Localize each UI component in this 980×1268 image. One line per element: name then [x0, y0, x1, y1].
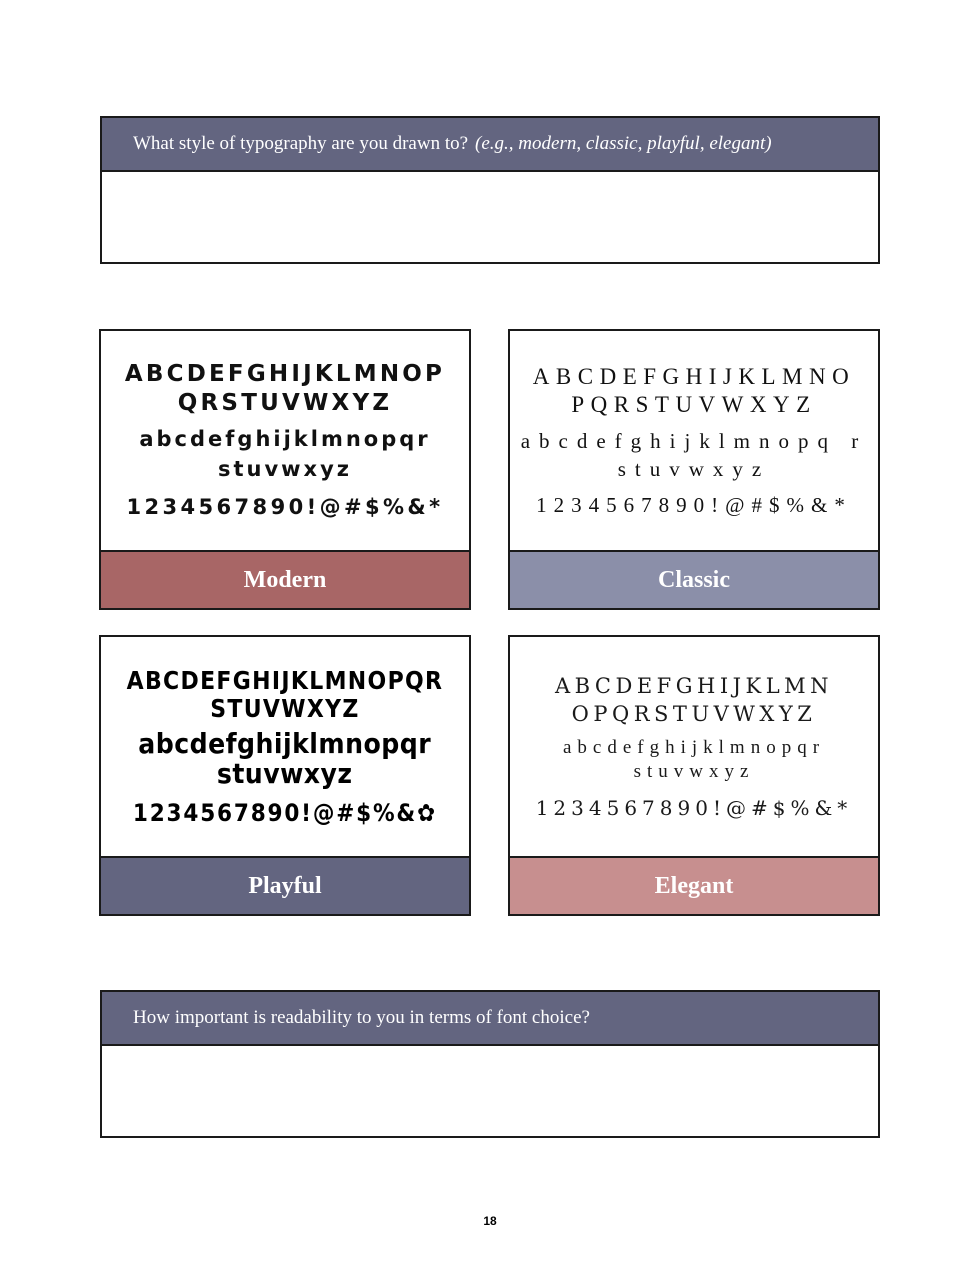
- page-number: 18: [483, 1214, 497, 1228]
- readability-question: [100, 990, 880, 1138]
- question-header: [102, 118, 878, 172]
- sample-line: abcdefghijklmnopq r stuvwxyz: [520, 428, 868, 481]
- uppercase-sample: [125, 360, 445, 418]
- style-label: Modern: [101, 552, 469, 608]
- numbers-sample: 1234567890!@#$%&*: [535, 795, 853, 820]
- font-sample: [101, 637, 469, 858]
- style-label: Classic: [510, 552, 878, 608]
- font-sample: [510, 331, 878, 552]
- font-card-modern: [99, 329, 471, 610]
- uppercase-sample: [127, 667, 444, 723]
- uppercase-sample: [533, 363, 855, 419]
- numbers-sample: 1234567890!@#$%&*: [126, 494, 444, 519]
- lowercase-sample: [138, 726, 432, 790]
- font-card-playful: [99, 635, 471, 916]
- numbers-sample: 1234567890!@#$%&✿: [132, 798, 438, 827]
- question-header: [102, 992, 878, 1046]
- font-sample: [510, 637, 878, 858]
- font-card-classic: [508, 329, 880, 610]
- lowercase-sample: [139, 424, 430, 484]
- font-card-elegant: [508, 635, 880, 916]
- style-label: Playful: [101, 858, 469, 914]
- sample-line: ABCDEFGHIJKLMNOP QRSTUVWXYZ: [124, 360, 446, 416]
- style-label: Elegant: [510, 858, 878, 914]
- lowercase-sample: [521, 427, 868, 483]
- question-hint: (e.g., modern, classic, playful, elegant): [475, 133, 772, 154]
- typography-style-question: [100, 116, 880, 264]
- sample-line: abcdefghijklmnopqr stuvwxyz: [562, 736, 826, 782]
- question-text: How important is readability to you in terms of font choice?: [133, 1007, 590, 1028]
- sample-line: ABCDEFGHIJKLMNO PQRSTUVWXYZ: [532, 363, 856, 417]
- font-sample: [101, 331, 469, 552]
- uppercase-sample: [555, 672, 833, 728]
- question-text: What style of typography are you drawn to?: [133, 133, 469, 154]
- lowercase-sample: [563, 736, 825, 784]
- answer-field[interactable]: [102, 172, 878, 262]
- numbers-sample: 1234567890!@#$%&*: [536, 492, 852, 517]
- answer-field[interactable]: [102, 1046, 878, 1136]
- sample-line: ABCDEFGHIJKLMN OPQRSTUVWXYZ: [554, 673, 834, 726]
- sample-line: abcdefghijklmnopqr stuvwxyz: [139, 426, 431, 481]
- sample-line: ABCDEFGHIJKLMNOPQR STUVWXYZ: [126, 665, 444, 723]
- sample-line: abcdefghijklmnopqr stuvwxyz: [138, 726, 432, 790]
